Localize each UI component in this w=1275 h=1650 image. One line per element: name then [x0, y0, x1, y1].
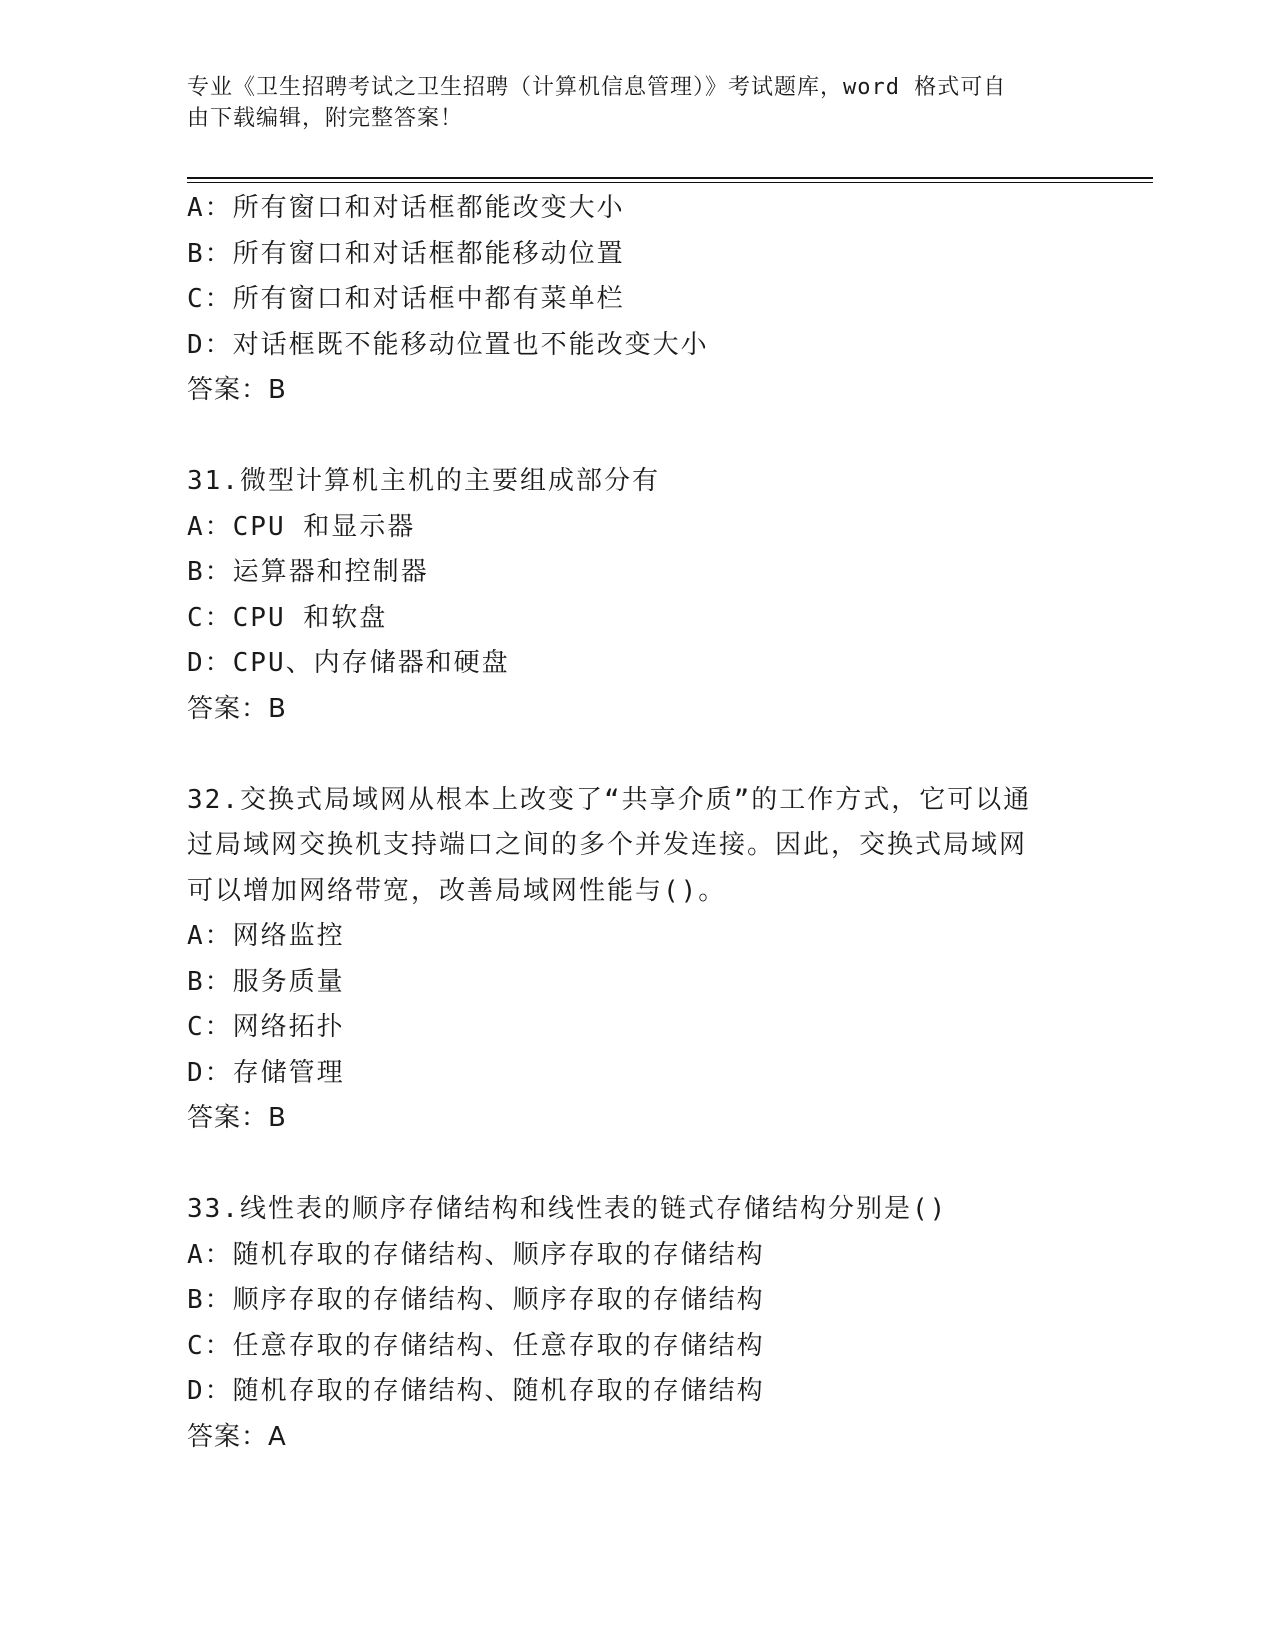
option-d: D：随机存取的存储结构、随机存取的存储结构: [187, 1376, 765, 1406]
option-c: C：网络拓扑: [187, 1012, 345, 1042]
option-list: [187, 505, 1087, 687]
question-31: [187, 459, 1087, 732]
question-stem-line: 31.微型计算机主机的主要组成部分有: [187, 466, 660, 496]
option-d: D：对话框既不能移动位置也不能改变大小: [187, 329, 709, 360]
question-stem: [187, 1187, 1087, 1233]
option-d: D：CPU、内存储器和硬盘: [187, 648, 510, 678]
option-c: C：所有窗口和对话框中都有菜单栏: [187, 284, 625, 314]
header-divider-thin: [187, 182, 1153, 183]
option-a: A：网络监控: [187, 921, 345, 951]
option-c: C：任意存取的存储结构、任意存取的存储结构: [187, 1330, 765, 1361]
option-a: A：所有窗口和对话框都能改变大小: [187, 193, 625, 223]
question-stem: [187, 459, 1087, 505]
answer-line: 答案：B: [187, 375, 287, 405]
header-line-2: 由下载编辑，附完整答案！: [187, 106, 464, 131]
question-stem-line: 可以增加网络带宽，改善局域网性能与()。: [187, 875, 727, 906]
option-a: A：随机存取的存储结构、顺序存取的存储结构: [187, 1239, 765, 1270]
answer-line: 答案：B: [187, 693, 287, 724]
question-32: [187, 778, 1087, 1142]
option-c: C：CPU 和软盘: [187, 602, 388, 633]
option-list: [187, 914, 1087, 1096]
question-33: [187, 1187, 1087, 1460]
question-stem-line: 过局域网交换机支持端口之间的多个并发连接。因此，交换式局域网: [187, 830, 1028, 860]
option-b: B：运算器和控制器: [187, 557, 429, 587]
option-a: A：CPU 和显示器: [187, 511, 416, 542]
question-spacer: [187, 414, 1087, 460]
question-list: [187, 186, 1087, 1460]
header-divider-thick: [187, 177, 1153, 179]
question-spacer: [187, 732, 1087, 778]
answer-line: 答案：A: [187, 1421, 287, 1452]
option-b: B：顺序存取的存储结构、顺序存取的存储结构: [187, 1285, 765, 1315]
document-header: [187, 72, 1067, 134]
option-d: D：存储管理: [187, 1057, 345, 1088]
question-stem: [187, 778, 1087, 915]
question-stem-line: 32.交换式局域网从根本上改变了“共享介质”的工作方式，它可以通: [187, 784, 1032, 815]
option-b: B：服务质量: [187, 966, 345, 997]
answer-line: 答案：B: [187, 1103, 287, 1133]
option-list: [187, 186, 1087, 368]
header-line-1: 专业《卫生招聘考试之卫生招聘（计算机信息管理）》考试题库，word 格式可自: [187, 75, 1007, 100]
question-spacer: [187, 1142, 1087, 1188]
question-30: [187, 186, 1087, 414]
question-stem-line: 33.线性表的顺序存储结构和线性表的链式存储结构分别是(): [187, 1194, 948, 1224]
option-b: B：所有窗口和对话框都能移动位置: [187, 238, 625, 269]
option-list: [187, 1233, 1087, 1415]
